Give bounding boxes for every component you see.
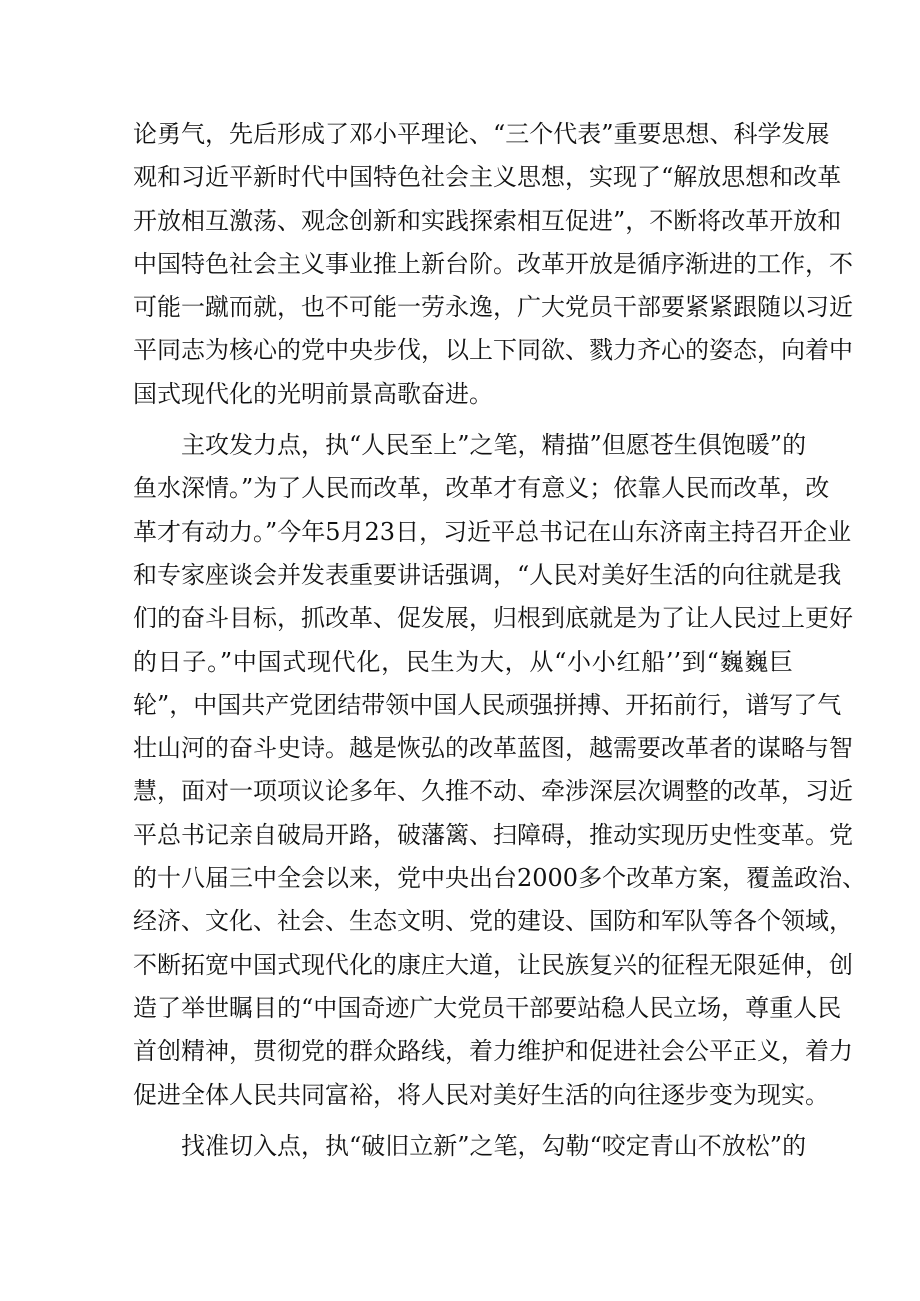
text-line: 经济、文化、社会、生态文明、党的建设、国防和军队等各个领域， [133,907,853,936]
text-line: 找准切入点，执“破旧立新”之笔，勾勒“咬定青山不放松”的 [181,1131,807,1160]
text-line: 不断拓宽中国式现代化的康庄大道，让民族复兴的征程无限延伸，创 [133,950,853,979]
text-line: 平总书记亲自破局开路，破藩篱、扫障碍，推动实现历史性变革。党 [133,820,853,849]
paragraph-2 [133,424,867,1117]
paragraph-1 [133,113,853,416]
text-line: 论勇气，先后形成了邓小平理论、“三个代表”重要思想、科学发展 [133,120,830,148]
text-line: 国式现代化的光明前景高歌奋进。 [133,379,493,408]
text-line: 首创精神，贯彻党的群众路线，着力维护和促进社会公平正义，着力 [133,1037,853,1066]
text-line: 平同志为核心的党中央步伐，以上下同欲、戮力齐心的姿态，向着中 [133,336,853,365]
text-line: 轮”，中国共产党团结带领中国人民顽强拼搏、开拓前行，谱写了气 [133,690,842,719]
text-line: 们的奋斗目标，抓改革、促发展，归根到底就是为了让人民过上更好 [133,604,853,633]
text-line: 主攻发力点，执“人民至上”之笔，精描”但愿苍生俱饱暖”的 [181,431,807,460]
text-line: 和专家座谈会并发表重要讲话强调，“人民对美好生活的向往就是我 [133,560,842,589]
text-line: 的十八届三中全会以来，党中央出台2000多个改革方案，覆盖政治、 [133,864,867,893]
text-line: 革才有动力。”今年5月23日，习近平总书记在山东济南主持召开企业 [133,517,852,546]
paragraph-gap [133,416,793,424]
text-line: 可能一蹴而就，也不可能一劳永逸，广大党员干部要紧紧跟随以习近 [133,293,853,322]
paragraph-3 [133,1125,807,1168]
text-line: 慧，面对一项项议论多年、久推不动、牵涉深层次调整的改革，习近 [133,777,853,806]
paragraph-gap [133,1117,793,1125]
text-line: 开放相互激荡、观念创新和实践探索相互促进”，不断将改革开放和 [133,206,842,235]
text-line: 壮山河的奋斗史诗。越是恢弘的改革蓝图，越需要改革者的谋略与智 [133,734,853,763]
body-text [133,113,867,1168]
text-line: 的日子。”中国式现代化，民生为大，从“小小红船’’到“巍巍巨 [133,647,793,676]
text-line: 鱼水深情。”为了人民而改革，改革才有意义；依靠人民而改革，改 [133,474,830,503]
text-line: 造了举世瞩目的“中国奇迹广大党员干部要站稳人民立场，尊重人民 [133,993,842,1022]
text-line: 中国特色社会主义事业推上新台阶。改革开放是循序渐进的工作，不 [133,249,853,278]
text-line: 观和习近平新时代中国特色社会主义思想，实现了“解放思想和改革 [133,163,842,192]
text-line: 促进全体人民共同富裕，将人民对美好生活的向往逐步变为现实。 [133,1080,829,1109]
